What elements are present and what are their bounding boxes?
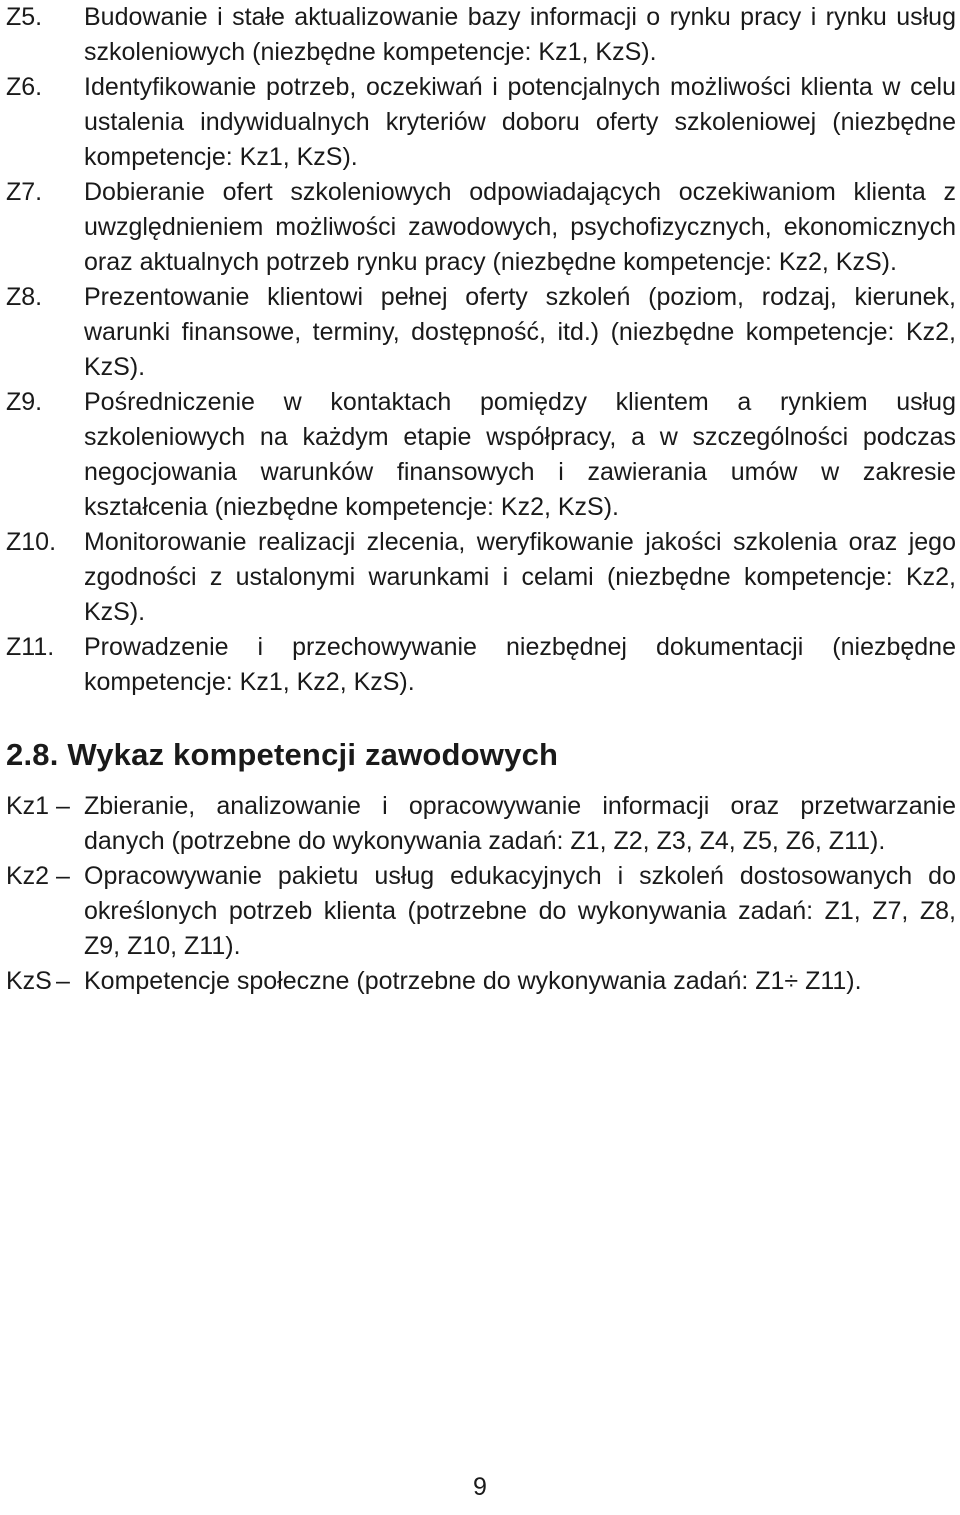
task-item-z7 (6, 175, 956, 280)
task-list (6, 0, 956, 700)
competency-item-kz1 (6, 789, 956, 859)
task-item-z9 (6, 385, 956, 525)
competency-text: Opracowywanie pakietu usług edukacyjnych i szkoleń dostosowanych do określonych potrzeb klienta (potrzebne do wykonywania zadań: Z1, Z7, Z8, Z9, Z10, Z11). (84, 862, 956, 960)
task-text: Monitorowanie realizacji zlecenia, weryfikowanie jakości szkolenia oraz jego zgodności z ustalonymi warunkami i celami (niezbędne kompetencje: Kz2, KzS). (84, 528, 956, 626)
task-item-z8 (6, 280, 956, 385)
competency-dash: – (56, 862, 70, 890)
competency-item-kzs (6, 964, 956, 999)
task-code: Z11. (6, 633, 55, 661)
competency-code: Kz2 (6, 862, 50, 890)
competency-code: KzS (6, 967, 52, 995)
task-item-z10 (6, 525, 956, 630)
task-text: Pośredniczenie w kontaktach pomiędzy klientem a rynkiem usług szkoleniowych na każdym etapie współpracy, a w szczególności podczas negocjowania warunków finansowych i zawierania umów w zakresie kształcenia (niezbędne kompetencje: Kz2, KzS). (84, 388, 956, 521)
competency-list (6, 789, 956, 999)
task-code: Z6. (6, 73, 43, 101)
task-text: Budowanie i stałe aktualizowanie bazy informacji o rynku pracy i rynku usług szkoleniowych (niezbędne kompetencje: Kz1, KzS). (84, 3, 956, 66)
competency-code: Kz1 (6, 792, 50, 820)
task-item-z11 (6, 630, 956, 700)
task-code: Z10. (6, 528, 57, 556)
competency-text: Kompetencje społeczne (potrzebne do wykonywania zadań: Z1÷ Z11). (84, 967, 862, 995)
task-text: Identyfikowanie potrzeb, oczekiwań i potencjalnych możliwości klienta w celu ustalenia indywidualnych kryteriów doboru oferty szkoleniowej (niezbędne kompetencje: Kz1, KzS). (84, 73, 956, 171)
task-item-z6 (6, 70, 956, 175)
task-text: Dobieranie ofert szkoleniowych odpowiadających oczekiwaniom klienta z uwzględnieniem możliwości zawodowych, psychofizycznych, ekonomicznych oraz aktualnych potrzeb rynku pracy (niezbędne kompetencje: Kz2, KzS). (84, 178, 956, 276)
competency-item-kz2 (6, 859, 956, 964)
task-code: Z8. (6, 283, 43, 311)
task-code: Z7. (6, 178, 43, 206)
task-item-z5 (6, 0, 956, 70)
section-heading: 2.8. Wykaz kompetencji zawodowych (6, 737, 559, 772)
task-text: Prezentowanie klientowi pełnej oferty szkoleń (poziom, rodzaj, kierunek, warunki finansowe, terminy, dostępność, itd.) (niezbędne kompetencje: Kz2, KzS). (84, 283, 956, 381)
competency-dash: – (56, 967, 70, 995)
competency-dash: – (56, 792, 70, 820)
task-code: Z9. (6, 388, 43, 416)
task-text: Prowadzenie i przechowywanie niezbędnej dokumentacji (niezbędne kompetencje: Kz1, Kz2, KzS). (84, 633, 956, 696)
task-code: Z5. (6, 3, 43, 31)
competency-text: Zbieranie, analizowanie i opracowywanie informacji oraz przetwarzanie danych (potrzebne do wykonywania zadań: Z1, Z2, Z3, Z4, Z5, Z6, Z11). (84, 792, 956, 855)
document-page (6, 0, 956, 999)
page-number: 9 (473, 1473, 487, 1501)
